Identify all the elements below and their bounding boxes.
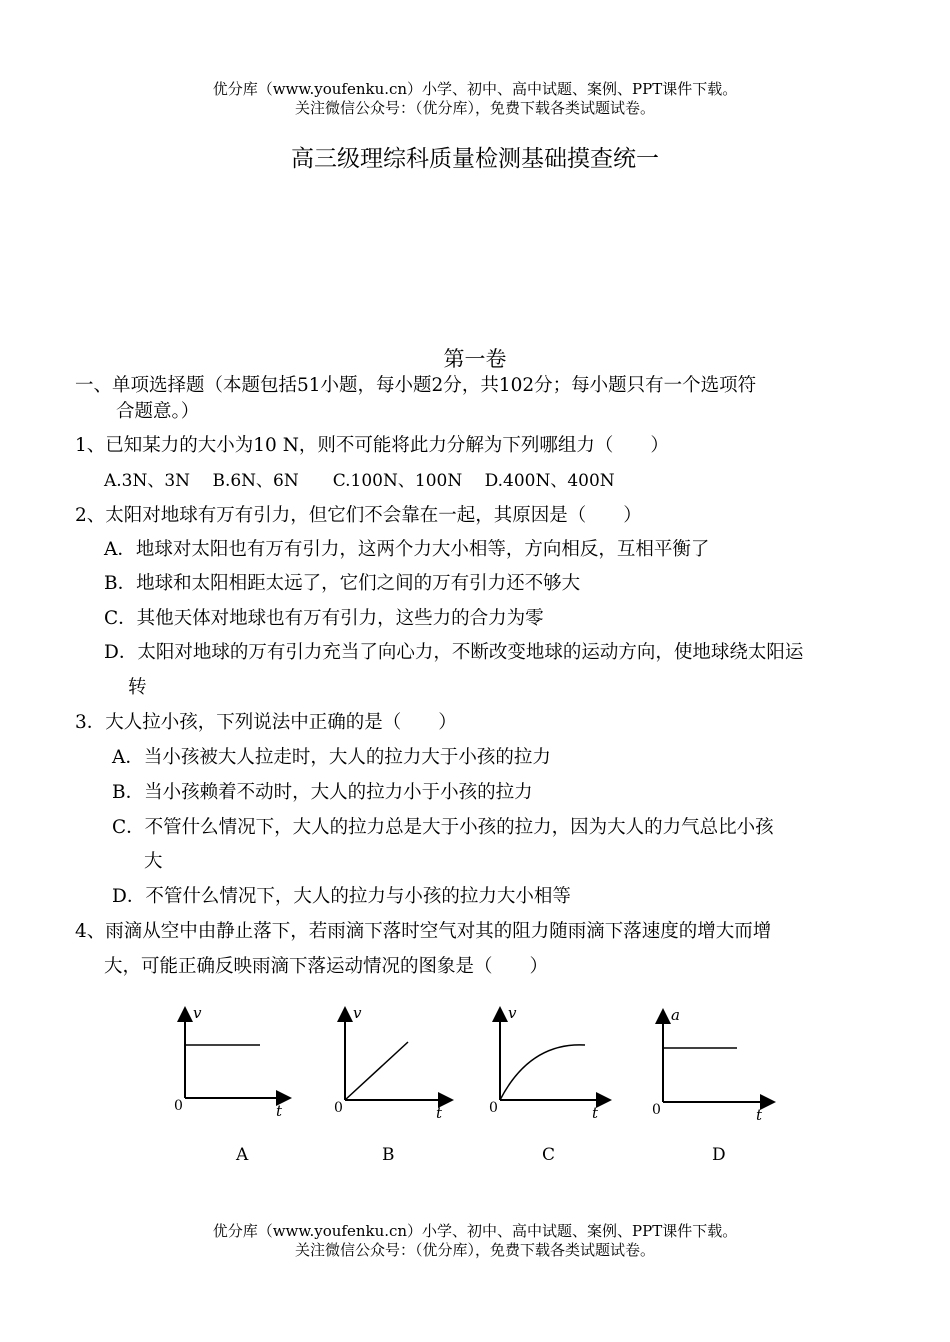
q4-stem: 4、雨滴从空中由静止落下，若雨滴下落时空气对其的阻力随雨滴下落速度的增大而增 xyxy=(75,921,772,942)
graph-c-ylabel: v xyxy=(508,1004,517,1022)
graph-d xyxy=(652,1006,772,1165)
footer-line-2: 关注微信公众号：（优分库），免费下载各类试题试卷。 xyxy=(294,1241,655,1259)
q3-stem: 3．大人拉小孩，下列说法中正确的是（ ） xyxy=(75,712,457,733)
footer-line-1: 优分库（www.youfenku.cn）小学、初中、高中试题、案例、PPT课件下载。 xyxy=(212,1222,738,1240)
graph-b-tlabel: t xyxy=(436,1104,443,1122)
graph-a xyxy=(174,1004,288,1165)
graph-b-letter: B xyxy=(382,1145,395,1165)
graph-a-tlabel: t xyxy=(276,1102,283,1120)
graph-a-letter: A xyxy=(236,1145,249,1165)
q2-option-b: B．地球和太阳相距太远了，它们之间的万有引力还不够大 xyxy=(104,573,581,594)
q3-option-c-cont: 大 xyxy=(144,851,163,872)
graph-c-curve xyxy=(500,1045,585,1100)
q1-options: A.3N、3N B.6N、6N C.100N、100N D.400N、400N xyxy=(104,471,615,491)
q4-stem-cont: 大，可能正确反映雨滴下落运动情况的图象是（ ） xyxy=(104,956,549,977)
graph-b-ylabel: v xyxy=(353,1004,362,1022)
graph-c-letter: C xyxy=(542,1145,556,1165)
q4-graphs xyxy=(160,1000,800,1175)
graph-c xyxy=(489,1004,608,1165)
section-title: 第一卷 xyxy=(443,347,507,371)
graph-a-origin: 0 xyxy=(174,1098,183,1114)
q2-option-d: D．太阳对地球的万有引力充当了向心力，不断改变地球的运动方向，使地球绕太阳运 xyxy=(104,642,804,663)
q3-option-c: C．不管什么情况下，大人的拉力总是大于小孩的拉力，因为大人的力气总比小孩 xyxy=(112,817,774,838)
header-line-2: 关注微信公众号：（优分库），免费下载各类试题试卷。 xyxy=(294,99,655,117)
q1-stem: 1、已知某力的大小为10 N，则不可能将此力分解为下列哪组力（ ） xyxy=(75,435,669,456)
graph-b-curve xyxy=(345,1042,408,1100)
header-line-1: 优分库（www.youfenku.cn）小学、初中、高中试题、案例、PPT课件下载。 xyxy=(212,80,738,98)
graph-d-ylabel: a xyxy=(671,1006,680,1024)
q2-option-d-cont: 转 xyxy=(128,677,147,698)
q2-option-c: C．其他天体对地球也有万有引力，这些力的合力为零 xyxy=(104,608,544,629)
graph-c-origin: 0 xyxy=(489,1100,498,1116)
q2-option-a: A．地球对太阳也有万有引力，这两个力大小相等，方向相反，互相平衡了 xyxy=(104,539,710,560)
part1-heading-cont: 合题意。） xyxy=(116,401,200,422)
q2-stem: 2、太阳对地球有万有引力，但它们不会靠在一起，其原因是（ ） xyxy=(75,505,642,526)
q3-option-b: B．当小孩赖着不动时，大人的拉力小于小孩的拉力 xyxy=(112,782,533,803)
graph-b xyxy=(334,1004,450,1165)
graph-c-tlabel: t xyxy=(592,1104,599,1122)
graph-d-tlabel: t xyxy=(756,1106,763,1124)
q3-option-d: D．不管什么情况下，大人的拉力与小孩的拉力大小相等 xyxy=(112,886,571,907)
graph-d-letter: D xyxy=(712,1145,726,1165)
graph-d-origin: 0 xyxy=(652,1102,661,1118)
part1-heading: 一、单项选择题（本题包括51小题，每小题2分，共102分；每小题只有一个选项符 xyxy=(75,375,757,396)
q3-option-a: A．当小孩被大人拉走时，大人的拉力大于小孩的拉力 xyxy=(112,747,551,768)
page-title: 高三级理综科质量检测基础摸查统一 xyxy=(291,146,659,172)
graph-b-origin: 0 xyxy=(334,1100,343,1116)
graph-a-ylabel: v xyxy=(193,1004,202,1022)
